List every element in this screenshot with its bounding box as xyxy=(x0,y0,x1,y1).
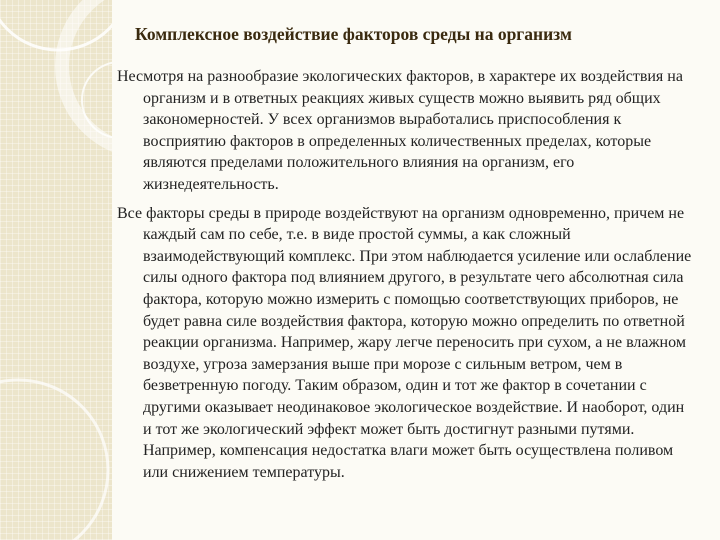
slide-body xyxy=(117,66,692,490)
slide-title: Комплексное воздействие факторов среды на организм xyxy=(135,24,572,44)
paragraph-2: Все факторы среды в природе воздействуют на организм одновременно, причем не каждый сам по себе, т.е. в виде простой суммы, а как сложный взаимодействующий комплекс. При этом наблюдается усиление или ослабление силы одного фактора под влиянием другого, в результате чего абсолютная сила фактора, которую можно измерить с помощью соответствующих приборов, не будет равна силе воздействия фактора, которую можно определить по ответной реакции организма. Например, жару легче переносить при сухом, а не влажном воздухе, угроза замерзания выше при морозе с сильным ветром, чем в безветренную погоду. Таким образом, один и тот же фактор в сочетании с другими оказывает неодинаковое экологическое воздействие. И наоборот, один и тот же экологический эффект может быть достигнут разными путями. Например, компенсация недостатка влаги может быть осуществлена поливом или снижением температуры. xyxy=(117,204,692,481)
decor-circle-bottom xyxy=(0,380,108,540)
paragraph-1: Несмотря на разнообразие экологических факторов, в характере их воздействия на организм и в ответных реакциях живых существ можно выявить ряд общих закономерностей. У всех организмов выработались приспособления к восприятию факторов в определенных количественных пределах, которые являются пределами положительного влияния на организм, его жизнедеятельность. xyxy=(117,68,683,193)
